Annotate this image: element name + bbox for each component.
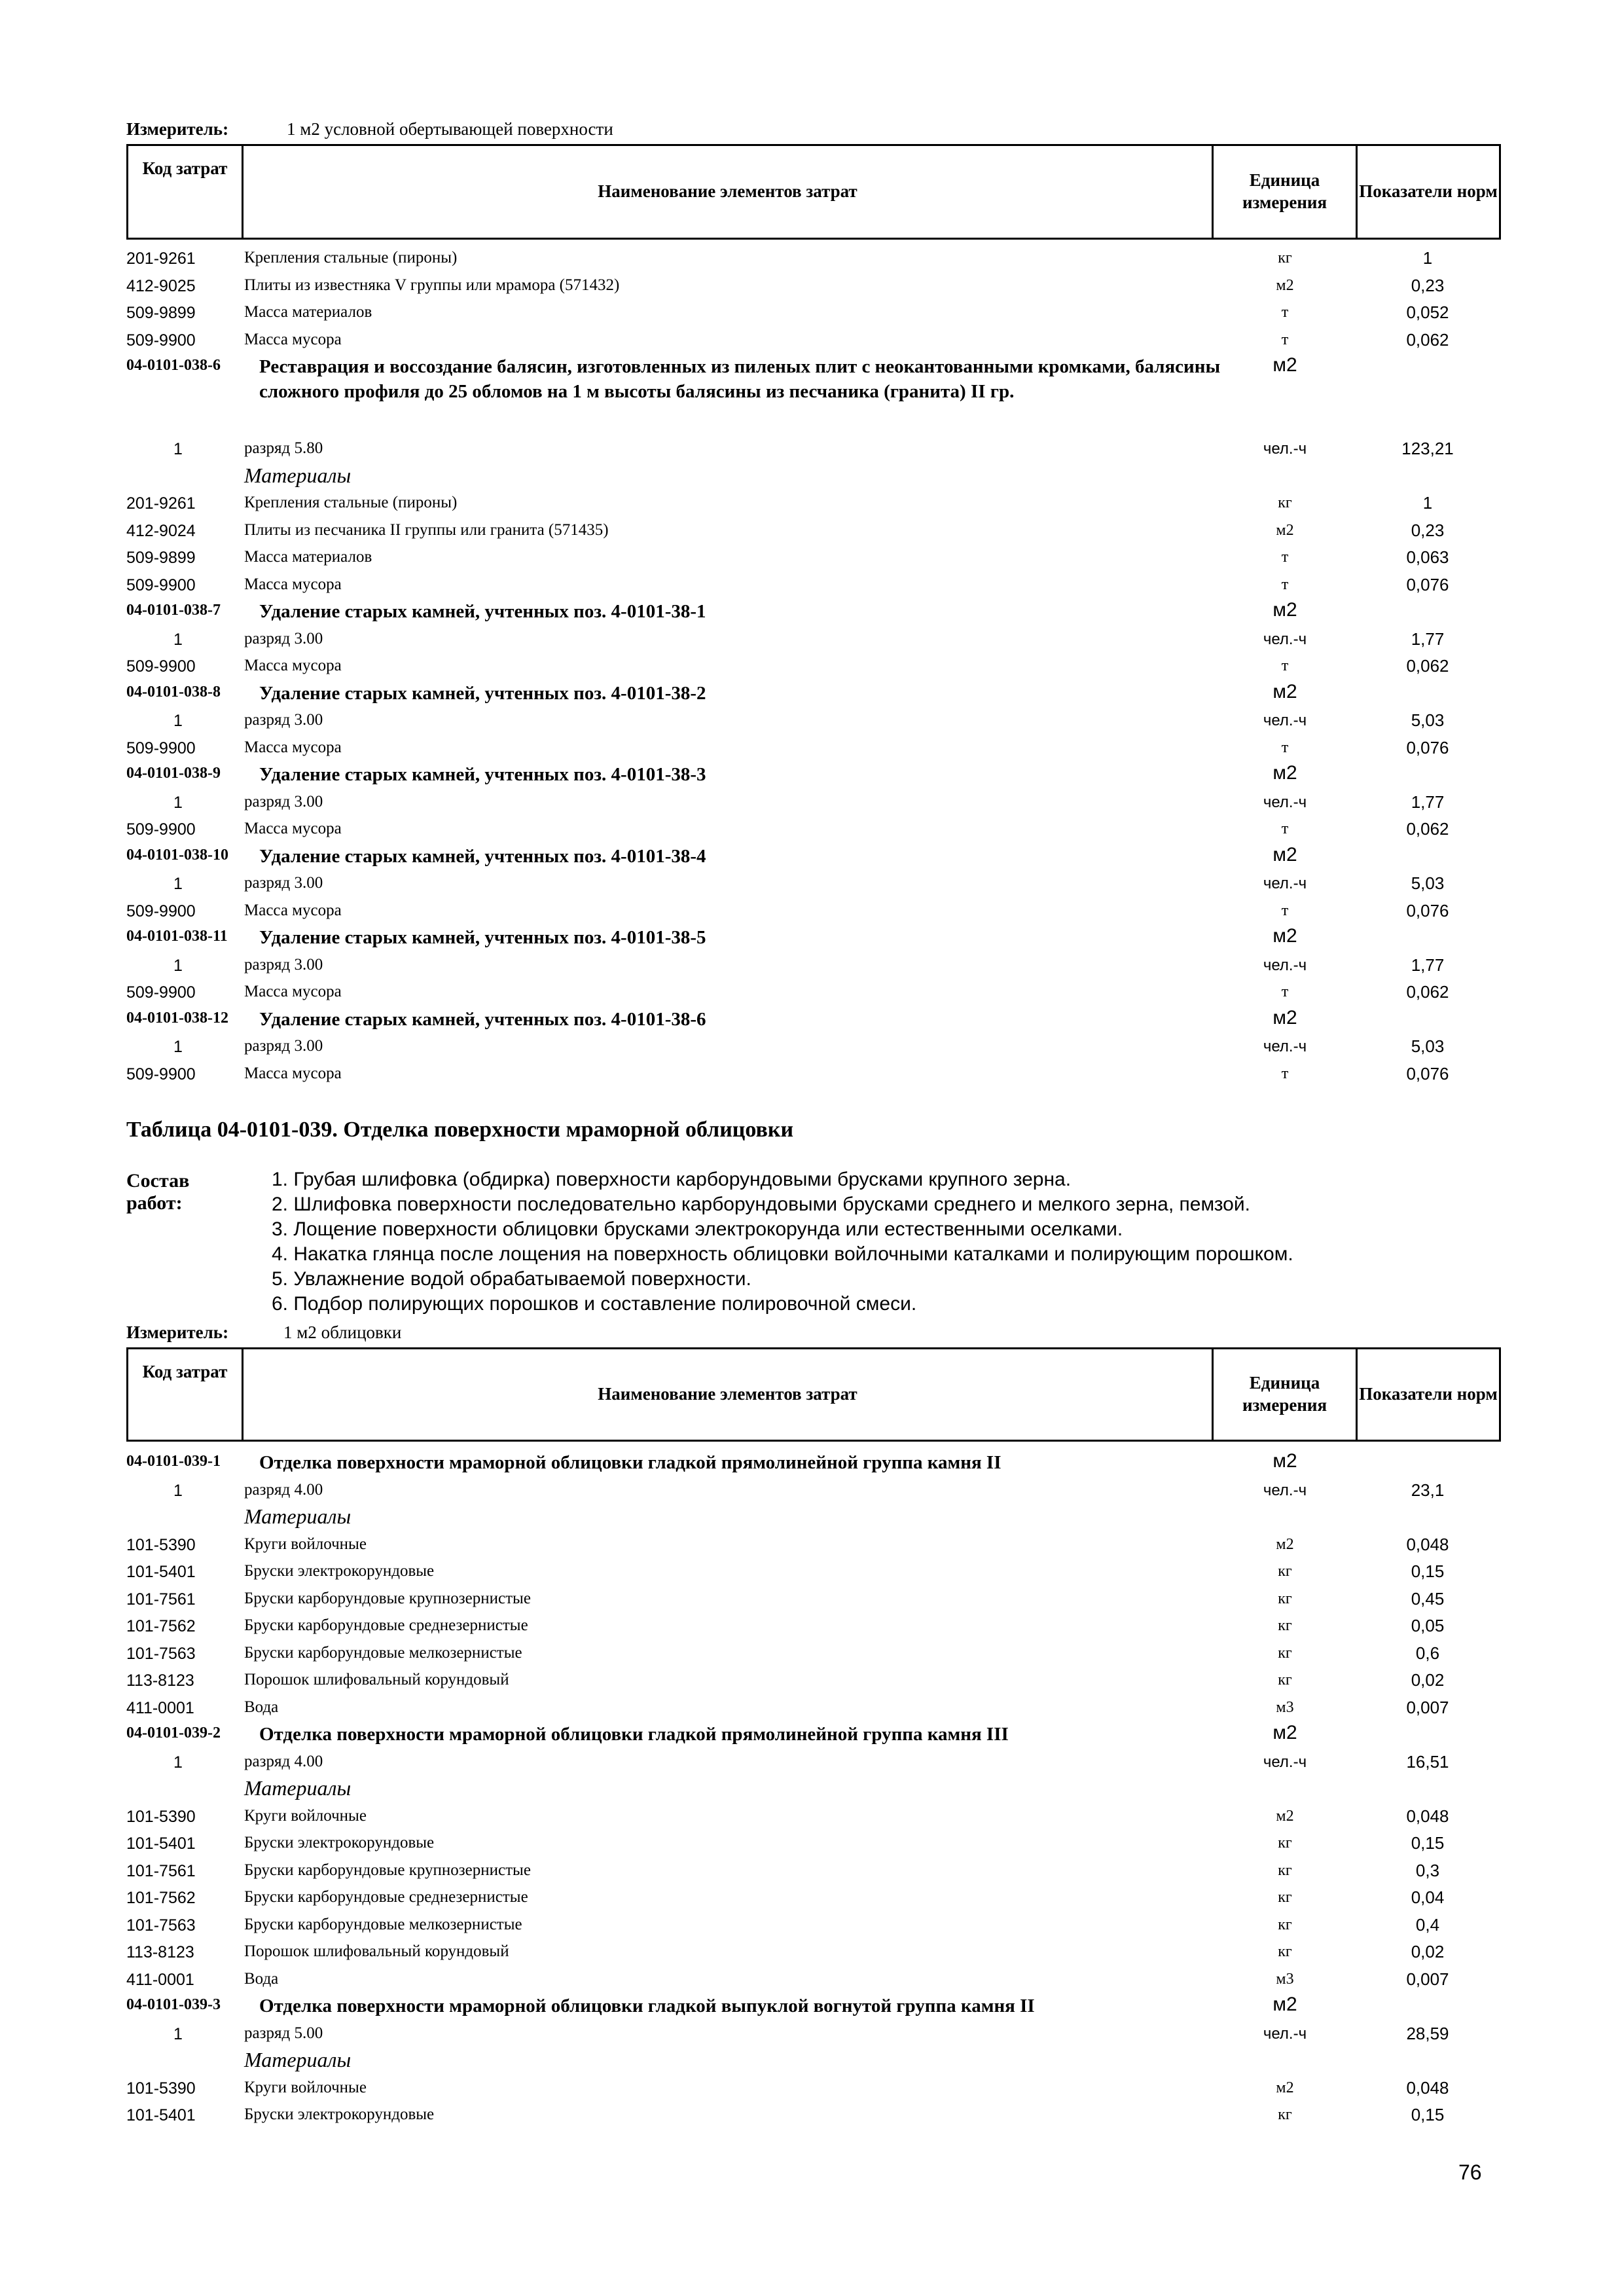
norm-value: 0,063 [1406, 547, 1449, 567]
cost-code: 101-7561 [126, 1861, 196, 1880]
table-row [126, 517, 1501, 545]
unit: т [1281, 575, 1289, 593]
norm-value: 0,062 [1406, 329, 1449, 350]
unit: м2 [1272, 762, 1297, 784]
table-row [126, 1721, 1501, 1749]
unit: м3 [1276, 1970, 1294, 1988]
cost-code: 509-9899 [126, 304, 196, 322]
table-row [126, 1749, 1501, 1776]
element-name: Бруски электрокорундовые [244, 1562, 435, 1580]
unit: чел.-ч [1263, 440, 1307, 458]
element-name: Бруски электрокорундовые [244, 2105, 435, 2123]
table-row [126, 490, 1501, 517]
element-name: Масса мусора [244, 575, 342, 593]
materials-subheading: Материалы [244, 1776, 352, 1800]
cost-code: 1 [173, 1481, 183, 1500]
unit: м2 [1272, 925, 1297, 947]
materials-subheading: Материалы [244, 2048, 352, 2071]
cost-code: 509-9900 [126, 657, 196, 676]
norm-value: 5,03 [1411, 710, 1445, 730]
unit: кг [1278, 1563, 1292, 1580]
norm-value: 0,15 [1411, 2105, 1445, 2124]
element-name: разряд 4.00 [244, 1752, 323, 1770]
table-row [126, 707, 1501, 735]
table-header [126, 144, 1501, 240]
cost-code: 1 [173, 1038, 183, 1056]
norm-value: 0,052 [1406, 302, 1449, 322]
norm-value: 123,21 [1401, 439, 1454, 458]
cost-code: 04-0101-039-1 [126, 1453, 221, 1470]
unit: чел.-ч [1263, 2024, 1307, 2043]
unit: т [1281, 738, 1289, 756]
element-name: разряд 3.00 [244, 792, 323, 811]
unit: кг [1278, 1834, 1292, 1851]
table-row [126, 1966, 1501, 1994]
table-row [126, 735, 1501, 762]
element-name: Масса мусора [244, 820, 342, 837]
element-name: Круги войлочные [244, 1806, 367, 1825]
measure-label: Измеритель: [126, 1322, 229, 1342]
materials-subheading: Материалы [244, 1504, 352, 1528]
norm-value: 1,77 [1411, 792, 1445, 812]
cost-code: 201-9261 [126, 249, 196, 268]
element-name: разряд 3.00 [244, 874, 323, 892]
table-row [126, 272, 1501, 300]
table-row [126, 544, 1501, 572]
unit: чел.-ч [1263, 1753, 1307, 1771]
unit: м3 [1276, 1698, 1294, 1716]
unit: чел.-ч [1263, 956, 1307, 974]
unit: м2 [1276, 521, 1294, 539]
table-row [126, 1776, 1501, 1803]
table-row [126, 924, 1501, 952]
table-header [126, 1347, 1501, 1442]
unit: кг [1278, 1861, 1292, 1879]
norm-value: 0,062 [1406, 982, 1449, 1002]
table-row [126, 680, 1501, 708]
table-row [126, 1449, 1501, 1477]
element-name: Масса материалов [244, 303, 372, 321]
table-row [126, 1477, 1501, 1504]
cost-code: 509-9900 [126, 1065, 196, 1084]
table-row [126, 598, 1501, 626]
element-name: разряд 3.00 [244, 955, 323, 974]
table-row [126, 761, 1501, 789]
unit: чел.-ч [1263, 1038, 1307, 1055]
element-name: Вода [244, 1969, 279, 1988]
unit: т [1281, 820, 1289, 837]
table-row [126, 1504, 1501, 1531]
element-name: Масса мусора [244, 983, 342, 1000]
unit: т [1281, 902, 1289, 919]
norm-value: 1 [1422, 493, 1433, 513]
cost-code: 201-9261 [126, 494, 196, 513]
norm-value: 23,1 [1411, 1480, 1445, 1500]
table-row [126, 1912, 1501, 1939]
table-row [126, 354, 1501, 435]
cost-code: 101-7562 [126, 1889, 196, 1907]
cost-code: 113-8123 [126, 1671, 194, 1690]
table-title: Таблица 04-0101-039. Отделка поверхности мраморной облицовки [126, 1118, 794, 1142]
unit: кг [1278, 1617, 1292, 1634]
cost-code: 1 [173, 875, 183, 893]
cost-code: 509-9900 [126, 983, 196, 1002]
table-row [126, 463, 1501, 490]
element-name: Отделка поверхности мраморной облицовки гладкой прямолинейной группа камня II [259, 1452, 1001, 1473]
table-row [126, 1006, 1501, 1034]
unit: кг [1278, 1916, 1292, 1933]
element-name: Порошок шлифовальный корундовый [244, 1671, 509, 1688]
cost-code: 1 [173, 1753, 183, 1772]
table-row [126, 898, 1501, 925]
unit: м2 [1276, 1535, 1294, 1553]
element-name: разряд 4.00 [244, 1480, 323, 1499]
unit: м2 [1272, 1722, 1297, 1743]
unit: кг [1278, 1943, 1292, 1960]
table-row [126, 1830, 1501, 1857]
unit: т [1281, 331, 1289, 348]
element-name: Отделка поверхности мраморной облицовки гладкой выпуклой вогнутой группа камня II [259, 1995, 1035, 2016]
element-name: Крепления стальные (пироны) [244, 494, 458, 511]
cost-code: 101-5401 [126, 1834, 196, 1853]
element-name: Бруски карборундовые среднезернистые [244, 1888, 528, 1906]
norm-value: 1,77 [1411, 955, 1445, 975]
element-name: Вода [244, 1698, 279, 1716]
norm-value: 0,6 [1415, 1643, 1440, 1663]
unit: м2 [1272, 843, 1297, 866]
element-name: Бруски карборундовые мелкозернистые [244, 1915, 522, 1933]
table-row [126, 816, 1501, 843]
norm-value: 0,02 [1411, 1670, 1445, 1690]
unit: м2 [1272, 1994, 1297, 2015]
norm-value: 0,076 [1406, 574, 1449, 594]
table-row [126, 1857, 1501, 1885]
unit: м2 [1276, 2079, 1294, 2096]
norm-value: 16,51 [1406, 1751, 1449, 1772]
cost-code: 1 [173, 793, 183, 812]
norm-value: 0,15 [1411, 1833, 1445, 1853]
page-number: 76 [1458, 2160, 1482, 2184]
unit: м2 [1276, 276, 1294, 294]
element-name: Масса мусора [244, 901, 342, 919]
cost-code: 04-0101-038-10 [126, 846, 228, 864]
norm-value: 0,3 [1415, 1860, 1440, 1880]
table-row [126, 1061, 1501, 1088]
work-item: 4. Накатка глянца после лощения на поверхность облицовки войлочными каталками и полирующим порошком. [272, 1243, 1293, 1265]
materials-subheading: Материалы [244, 463, 352, 487]
header-name: Наименование элементов затрат [244, 146, 1214, 238]
norm-value: 0,076 [1406, 737, 1449, 757]
table-row [126, 1884, 1501, 1912]
cost-code: 1 [173, 2024, 183, 2043]
norm-value: 0,062 [1406, 656, 1449, 676]
element-name: Реставрация и воссоздание балясин, изготовленных из пиленых плит с неокантованными кромками, балясины сложного профиля до 25 обломов на 1 м высоты балясины из песчаника (гранита) II гр. [259, 356, 1221, 402]
element-name: Масса мусора [244, 657, 342, 674]
work-item: 6. Подбор полирующих порошков и составление полировочной смеси. [272, 1293, 917, 1315]
element-name: Плиты из известняка V группы или мрамора (571432) [244, 276, 620, 294]
unit: м2 [1272, 354, 1297, 376]
table-row [126, 1939, 1501, 1966]
element-name: разряд 5.80 [244, 439, 323, 457]
element-name: Порошок шлифовальный корундовый [244, 1942, 509, 1960]
unit: чел.-ч [1263, 712, 1307, 729]
unit: т [1281, 657, 1289, 674]
cost-code: 04-0101-038-7 [126, 602, 221, 619]
unit: кг [1278, 494, 1292, 511]
table-row [126, 2020, 1501, 2048]
measure-value: 1 м2 условной обертывающей поверхности [287, 119, 613, 139]
measure-value: 1 м2 облицовки [283, 1322, 402, 1342]
element-name: Крепления стальные (пироны) [244, 249, 458, 266]
norm-value: 0,02 [1411, 1942, 1445, 1961]
cost-code: 1 [173, 956, 183, 975]
unit: кг [1278, 249, 1292, 266]
cost-code: 412-9025 [126, 276, 196, 295]
element-name: Удаление старых камней, учтенных поз. 4-0101-38-3 [259, 764, 706, 785]
work-item: 3. Лощение поверхности облицовки брусками электрокорунда или естественными оселками. [272, 1218, 1123, 1240]
table-row [126, 2047, 1501, 2075]
header-unit: Единица измерения [1214, 1349, 1358, 1440]
table-body [126, 1442, 1501, 2129]
norm-value: 0,15 [1411, 1561, 1445, 1581]
unit: т [1281, 549, 1289, 566]
cost-code: 509-9900 [126, 738, 196, 757]
unit: т [1281, 1065, 1289, 1082]
header-name: Наименование элементов затрат [244, 1349, 1214, 1440]
table-row [126, 870, 1501, 898]
unit: м2 [1272, 1450, 1297, 1472]
norm-value: 0,007 [1406, 1969, 1449, 1989]
work-item: 2. Шлифовка поверхности последовательно карборундовыми брусками среднего и мелкого зерна, пемзой. [272, 1194, 1250, 1215]
cost-code: 412-9024 [126, 521, 196, 540]
cost-code: 101-7561 [126, 1590, 196, 1609]
norm-value: 0,007 [1406, 1697, 1449, 1717]
header-code: Код затрат [128, 146, 244, 238]
unit: чел.-ч [1263, 875, 1307, 892]
cost-code: 04-0101-039-2 [126, 1724, 221, 1741]
header-norm: Показатели норм [1359, 181, 1498, 202]
unit: т [1281, 304, 1289, 321]
cost-code: 101-7563 [126, 1644, 196, 1663]
element-name: разряд 3.00 [244, 629, 323, 647]
table-row [126, 245, 1501, 272]
cost-code: 04-0101-038-9 [126, 765, 221, 782]
table-row [126, 572, 1501, 599]
table-row [126, 843, 1501, 871]
table-row [126, 952, 1501, 979]
cost-code: 04-0101-038-11 [126, 928, 228, 945]
unit: м2 [1272, 1006, 1297, 1029]
cost-code: 509-9900 [126, 820, 196, 839]
norm-value: 0,04 [1411, 1887, 1445, 1907]
element-name: Масса мусора [244, 330, 342, 348]
unit: кг [1278, 1644, 1292, 1662]
element-name: Масса мусора [244, 1064, 342, 1082]
table-row [126, 1993, 1501, 2020]
unit: т [1281, 983, 1289, 1000]
element-name: Удаление старых камней, учтенных поз. 4-0101-38-2 [259, 682, 706, 704]
norm-value: 0,062 [1406, 819, 1449, 839]
cost-code: 101-5401 [126, 1563, 196, 1581]
measure-label: Измеритель: [126, 119, 229, 139]
norm-value: 0,048 [1406, 2077, 1449, 2098]
cost-code: 101-5390 [126, 1807, 196, 1826]
element-name: Масса мусора [244, 738, 342, 756]
element-name: Круги войлочные [244, 1535, 367, 1553]
work-item: 1. Грубая шлифовка (обдирка) поверхности карборундовыми брусками крупного зерна. [272, 1169, 1072, 1190]
element-name: Бруски карборундовые крупнозернистые [244, 1589, 531, 1607]
norm-value: 0,076 [1406, 900, 1449, 920]
top-section [126, 118, 1501, 1087]
cost-code: 04-0101-039-3 [126, 1996, 221, 2013]
bottom-section [126, 1321, 1501, 2129]
table-row [126, 1803, 1501, 1831]
norm-value: 1,77 [1411, 629, 1445, 649]
cost-code: 101-5390 [126, 2079, 196, 2098]
unit: кг [1278, 1671, 1292, 1688]
norm-value: 0,048 [1406, 1806, 1449, 1826]
cost-code: 101-5390 [126, 1535, 196, 1554]
norm-value: 28,59 [1406, 2023, 1449, 2043]
table-row [126, 1694, 1501, 1722]
norm-value: 0,23 [1411, 520, 1445, 540]
element-name: Бруски карборундовые среднезернистые [244, 1616, 528, 1634]
unit: кг [1278, 2106, 1292, 2123]
cost-code: 411-0001 [126, 1698, 194, 1717]
cost-code: 1 [173, 712, 183, 730]
header-code: Код затрат [128, 1349, 244, 1440]
cost-code: 509-9899 [126, 549, 196, 567]
table-row [126, 1613, 1501, 1640]
table-row [126, 1586, 1501, 1613]
cost-code: 04-0101-038-6 [126, 357, 221, 374]
measure-line [126, 1321, 1501, 1347]
unit: чел.-ч [1263, 793, 1307, 811]
cost-code: 411-0001 [126, 1970, 194, 1989]
table-row [126, 1558, 1501, 1586]
table-row [126, 299, 1501, 327]
cost-code: 101-5401 [126, 2106, 196, 2124]
work-item: 5. Увлажнение водой обрабатываемой поверхности. [272, 1268, 751, 1290]
norm-value: 0,076 [1406, 1063, 1449, 1084]
table-row [126, 1640, 1501, 1667]
table-row [126, 1033, 1501, 1061]
unit: м2 [1276, 1807, 1294, 1825]
norm-value: 0,4 [1415, 1914, 1440, 1935]
cost-code: 1 [173, 440, 183, 458]
element-name: Масса материалов [244, 548, 372, 566]
element-name: Удаление старых камней, учтенных поз. 4-0101-38-4 [259, 845, 706, 867]
cost-code: 509-9900 [126, 331, 196, 350]
works-label: Состав работ: [126, 1170, 190, 1214]
table-row [126, 1667, 1501, 1694]
table-row [126, 653, 1501, 680]
cost-code: 101-7562 [126, 1617, 196, 1635]
element-name: разряд 3.00 [244, 1037, 323, 1055]
element-name: Бруски карборундовые крупнозернистые [244, 1861, 531, 1879]
cost-code: 1 [173, 630, 183, 649]
element-name: разряд 3.00 [244, 711, 323, 729]
element-name: Бруски карборундовые мелкозернистые [244, 1643, 522, 1662]
norm-value: 0,23 [1411, 275, 1445, 295]
element-name: Круги войлочные [244, 2078, 367, 2096]
element-name: Отделка поверхности мраморной облицовки гладкой прямолинейной группа камня III [259, 1724, 1009, 1745]
table-row [126, 626, 1501, 653]
unit: кг [1278, 1889, 1292, 1906]
table-body [126, 240, 1501, 1087]
unit: чел.-ч [1263, 630, 1307, 648]
element-name: Удаление старых камней, учтенных поз. 4-0101-38-6 [259, 1008, 706, 1030]
element-name: Удаление старых камней, учтенных поз. 4-0101-38-5 [259, 927, 706, 948]
measure-line [126, 118, 1501, 144]
cost-code: 04-0101-038-8 [126, 683, 221, 701]
cost-code: 101-7563 [126, 1916, 196, 1935]
norm-value: 0,048 [1406, 1534, 1449, 1554]
unit: чел.-ч [1263, 1481, 1307, 1499]
element-name: Удаление старых камней, учтенных поз. 4-0101-38-1 [259, 601, 706, 622]
table-row [126, 2102, 1501, 2129]
table-row [126, 789, 1501, 816]
header-norm: Показатели норм [1359, 1384, 1498, 1404]
norm-value: 5,03 [1411, 1036, 1445, 1056]
cost-code: 509-9900 [126, 575, 196, 594]
element-name: разряд 5.00 [244, 2024, 323, 2042]
unit: м2 [1272, 599, 1297, 621]
table-row [126, 1531, 1501, 1559]
norm-value: 5,03 [1411, 873, 1445, 893]
norm-value: 1 [1422, 248, 1433, 268]
unit: м2 [1272, 680, 1297, 702]
table-row [126, 979, 1501, 1006]
table-row [126, 327, 1501, 354]
table-row [126, 2075, 1501, 2102]
norm-value: 0,05 [1411, 1616, 1445, 1635]
cost-code: 509-9900 [126, 902, 196, 920]
norm-value: 0,45 [1411, 1588, 1445, 1609]
cost-code: 04-0101-038-12 [126, 1009, 228, 1027]
cost-code: 113-8123 [126, 1943, 194, 1961]
unit: кг [1278, 1590, 1292, 1607]
header-unit: Единица измерения [1214, 146, 1358, 238]
element-name: Плиты из песчаника II группы или гранита (571435) [244, 520, 609, 539]
element-name: Бруски электрокорундовые [244, 1834, 435, 1851]
table-row [126, 435, 1501, 463]
